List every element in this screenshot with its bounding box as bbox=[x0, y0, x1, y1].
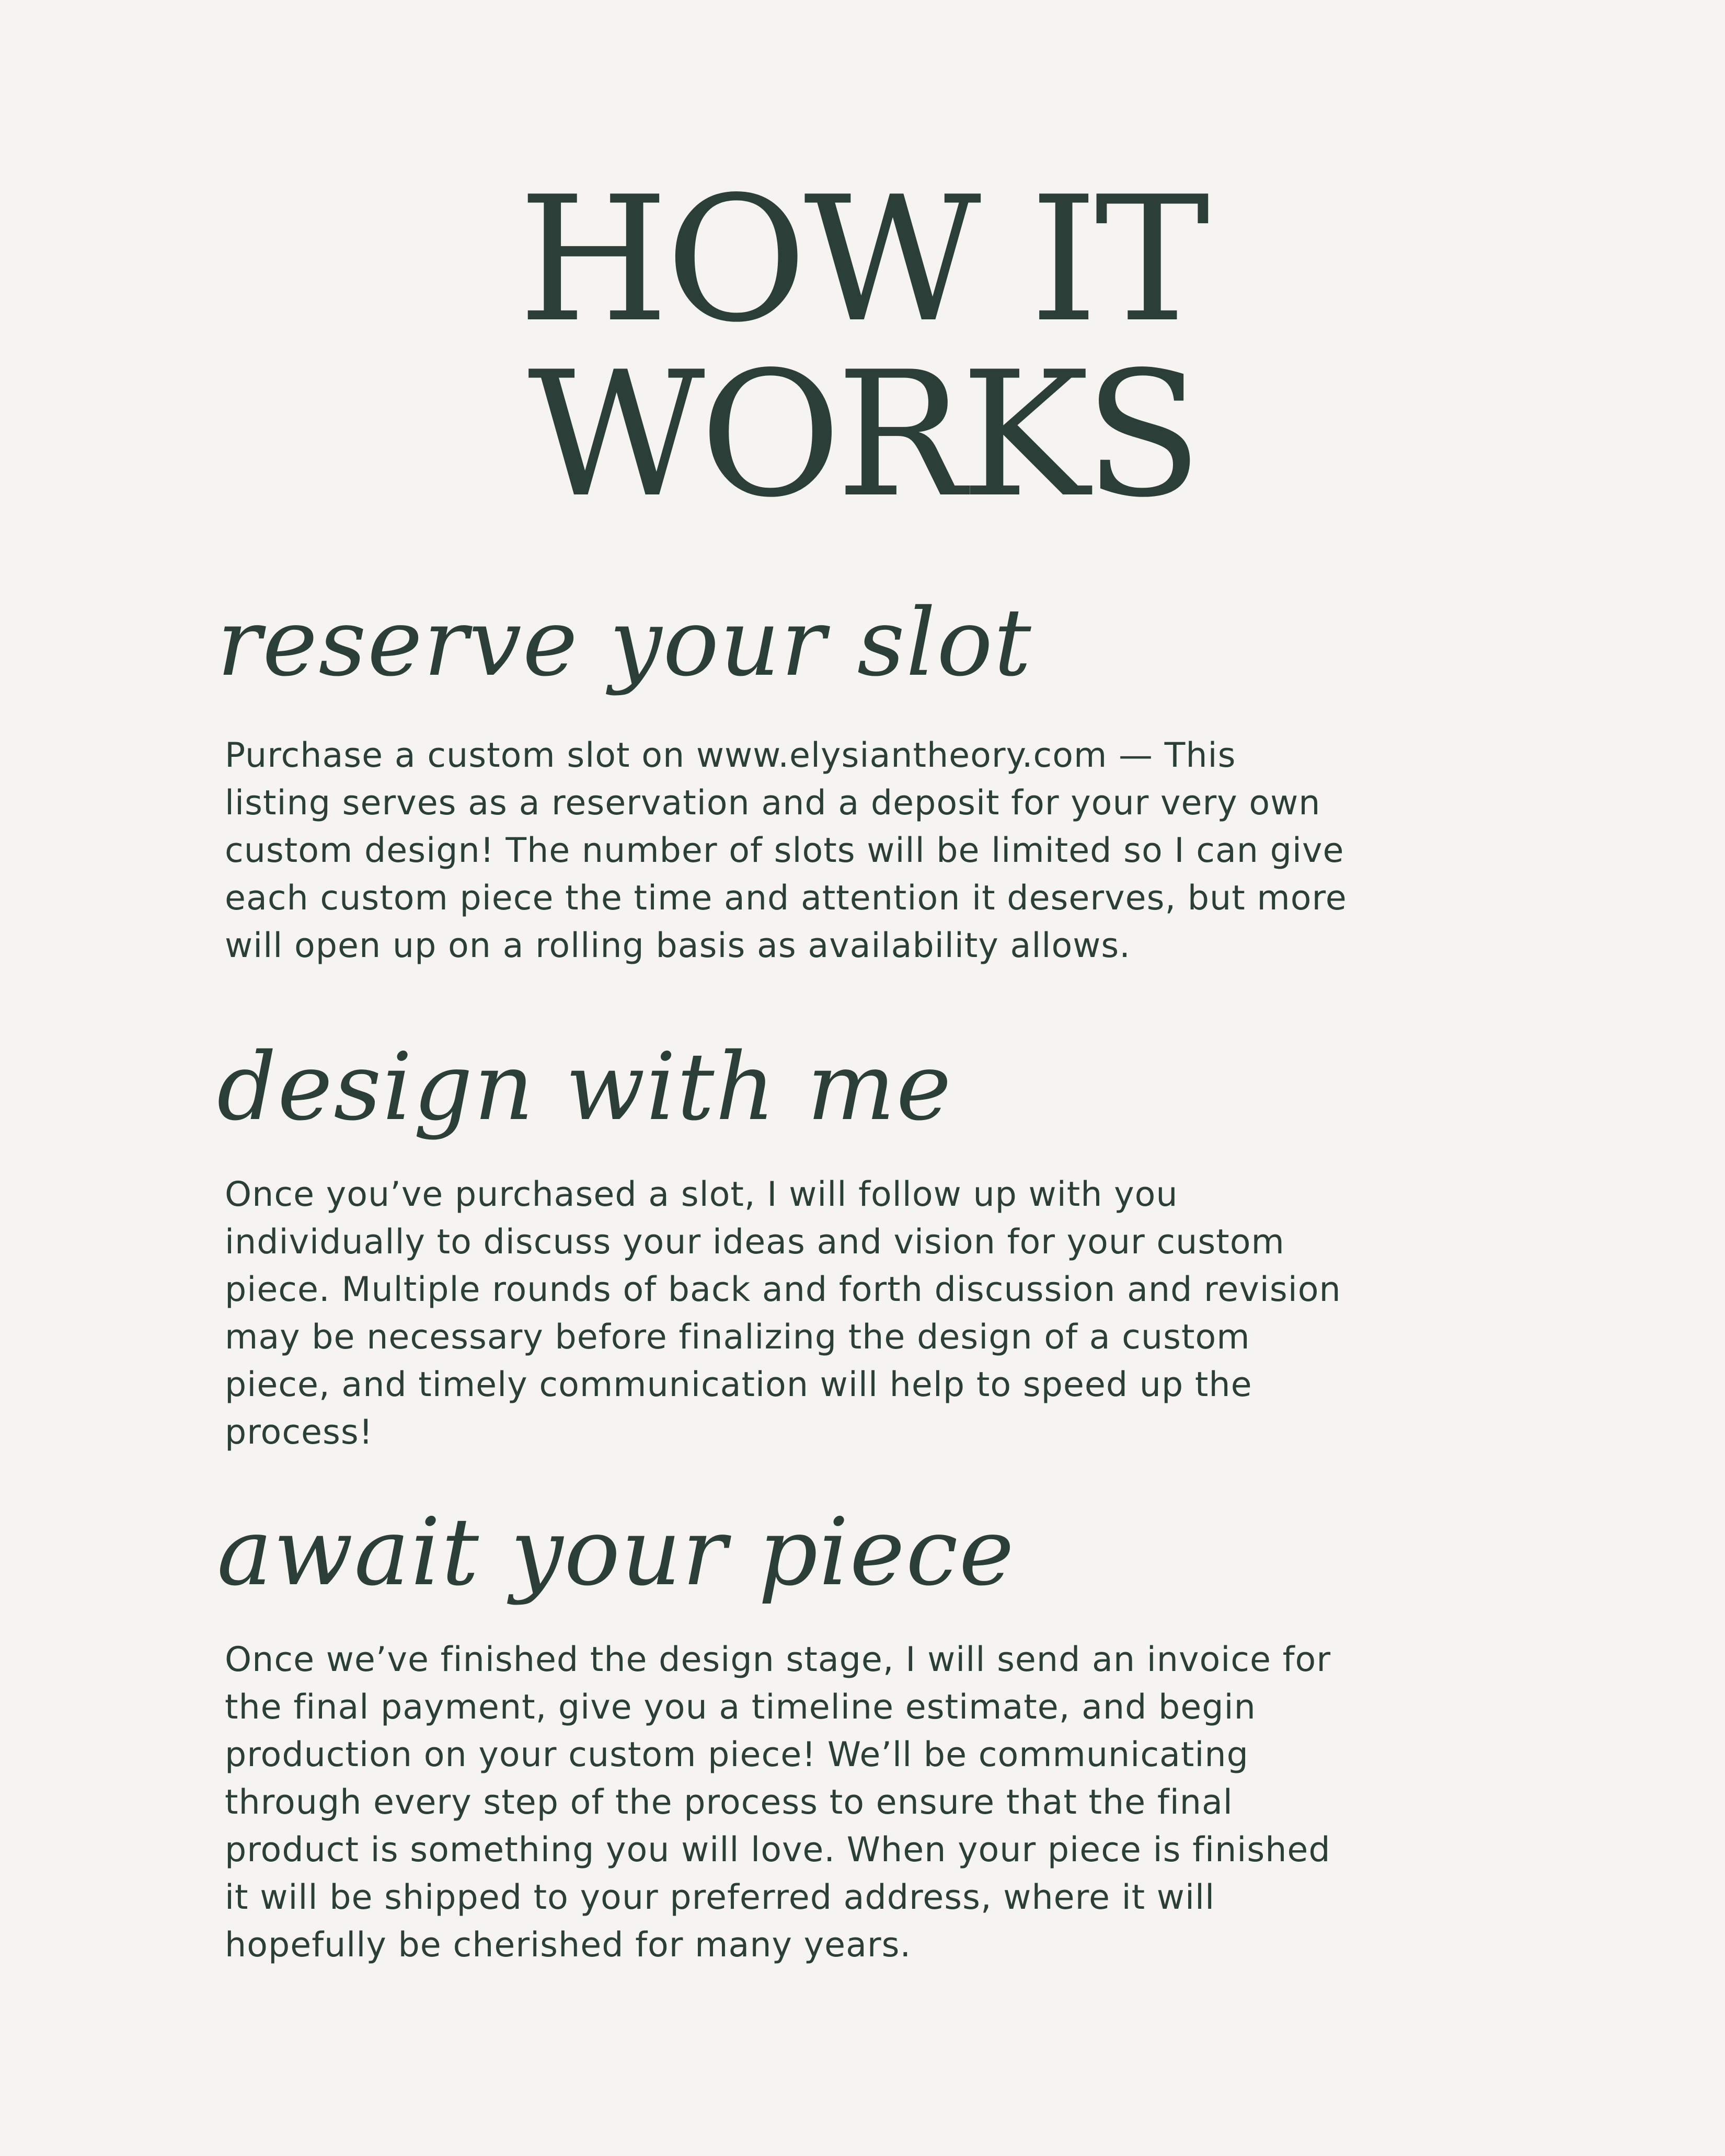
body-line: piece, and timely communication will help to speed up the bbox=[225, 1365, 1252, 1404]
body-line: product is something you will love. When your piece is finished bbox=[225, 1830, 1331, 1870]
title-line-1: HOW IT bbox=[518, 159, 1207, 360]
body-line: it will be shipped to your preferred address, where it will bbox=[225, 1878, 1215, 1917]
body-line: will open up on a rolling basis as availability allows. bbox=[225, 926, 1131, 965]
section-heading-await: await your piece bbox=[217, 1498, 1015, 1606]
body-line: piece. Multiple rounds of back and forth discussion and revision bbox=[225, 1270, 1341, 1309]
section-heading-reserve: reserve your slot bbox=[217, 589, 1032, 697]
body-line: each custom piece the time and attention it deserves, but more bbox=[225, 879, 1347, 918]
body-line: process! bbox=[225, 1413, 373, 1452]
body-line: through every step of the process to ensure that the final bbox=[225, 1783, 1233, 1822]
body-line: the final payment, give you a timeline estimate, and begin bbox=[225, 1688, 1256, 1727]
body-line: hopefully be cherished for many years. bbox=[225, 1926, 912, 1965]
body-line: Purchase a custom slot on www.elysiantheory.com — This bbox=[225, 736, 1236, 775]
body-line: Once we’ve finished the design stage, I will send an invoice for bbox=[225, 1640, 1331, 1679]
section-body-await bbox=[225, 1636, 1479, 1969]
body-line: Once you’ve purchased a slot, I will follow up with you bbox=[225, 1175, 1178, 1214]
body-line: production on your custom piece! We’ll be communicating bbox=[225, 1735, 1249, 1774]
page-title bbox=[0, 159, 1725, 535]
title-line-2: WORKS bbox=[527, 335, 1198, 535]
body-line: may be necessary before finalizing the design of a custom bbox=[225, 1318, 1250, 1357]
body-line: custom design! The number of slots will be limited so I can give bbox=[225, 831, 1344, 870]
body-line: individually to discuss your ideas and vision for your custom bbox=[225, 1223, 1285, 1262]
section-heading-design: design with me bbox=[217, 1033, 952, 1141]
body-line: listing serves as a reservation and a deposit for your very own bbox=[225, 783, 1321, 823]
section-body-reserve bbox=[225, 732, 1479, 970]
section-body-design bbox=[225, 1171, 1479, 1456]
